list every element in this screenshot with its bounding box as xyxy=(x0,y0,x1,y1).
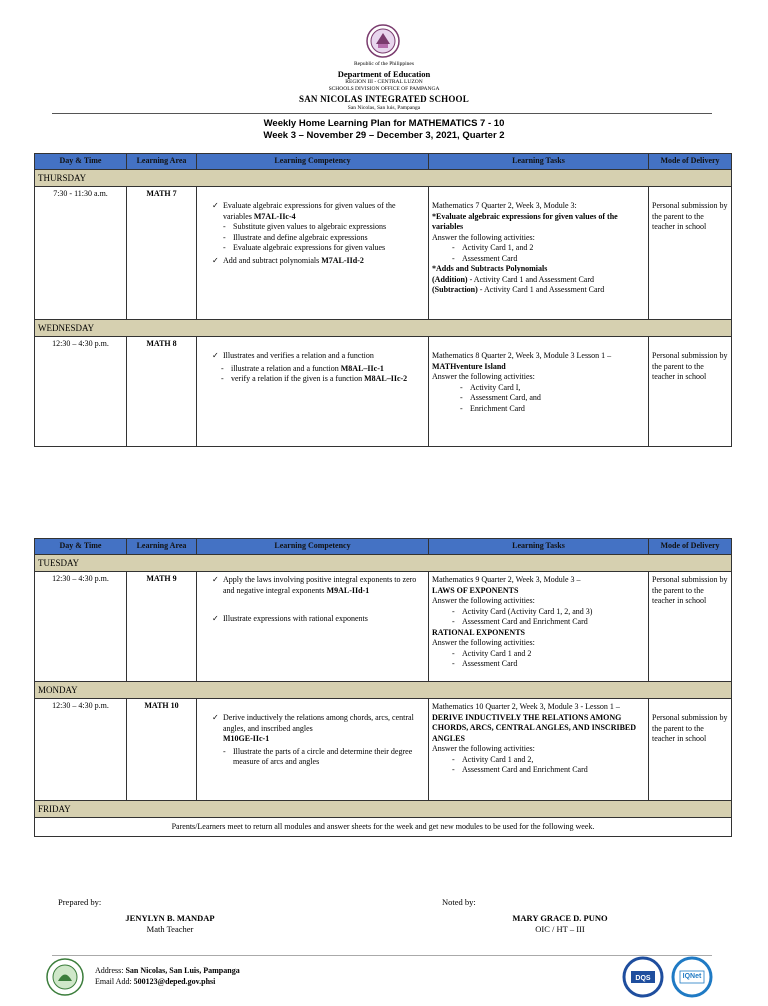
task-item: - Activity Card 1 and 2, xyxy=(462,755,645,766)
day-label: MONDAY xyxy=(35,682,732,699)
svg-text:DQS: DQS xyxy=(635,975,651,982)
competency-item: ✓ Derive inductively the relations among chords, arcs, central angles, and inscribed angles M10GE-IIc-1 xyxy=(223,713,425,745)
tasks-cell: Mathematics 9 Quarter 2, Week 3, Module 3 – LAWS OF EXPONENTS Answer the following activities: - Activity Card (Activity Card 1, 2, and 3) - Assessment Card and Enrichment Card RATIONAL EXPONENTS Answer the following activities: - Activity Card 1 and 2 - Assessment Card xyxy=(429,572,649,682)
iqnet-label: IQNet xyxy=(682,973,702,980)
competency-item: ✓ Illustrates and verifies a relation and a function xyxy=(223,351,425,362)
task-item: - Assessment Card and Enrichment Card xyxy=(462,617,645,628)
task-item: - Assessment Card, and xyxy=(470,393,645,404)
certification-logo xyxy=(622,956,730,998)
sub-competency: - Substitute given values to algebraic expressions xyxy=(233,222,425,233)
footer-divider xyxy=(52,955,712,956)
sub-competency: - illustrate a relation and a function M8AL–IIc-1 xyxy=(231,364,425,375)
school-address: San Nicolas, San luis, Pampanga xyxy=(347,105,421,111)
plan-table-1 xyxy=(34,153,732,447)
prepared-by-label: Prepared by: xyxy=(58,897,102,907)
footer-address: Address: San Nicolas, San Luis, Pampanga xyxy=(95,966,240,975)
day-row-thursday xyxy=(35,170,732,187)
day-label: TUESDAY xyxy=(35,555,732,572)
learning-area-cell: MATH 9 xyxy=(127,572,197,682)
col-header-day-time: Day & Time xyxy=(35,539,127,555)
prepared-by-title: Math Teacher xyxy=(146,924,194,934)
competency-item: ✓ Illustrate expressions with rational exponents xyxy=(223,614,425,625)
task-item: - Activity Card I, xyxy=(470,383,645,394)
republic-text: Republic of the Philippines xyxy=(353,61,415,67)
tasks-cell: Mathematics 10 Quarter 2, Week 3, Module 3 - Lesson 1 – DERIVE INDUCTIVELY THE RELATIONS AMONG CHORDS, ARCS, CENTRAL ANGLES, AND INSCRIBED ANGLES Answer the following activities: - Activity Card 1 and 2, - Assessment Card and Enrichment Card xyxy=(429,699,649,801)
time-cell: 7:30 - 11:30 a.m. xyxy=(35,187,127,320)
plan-subtitle: Week 3 – November 29 – December 3, 2021, Quarter 2 xyxy=(263,130,505,141)
col-header-learning-competency: Learning Competency xyxy=(197,154,429,170)
competency-cell xyxy=(197,187,429,320)
col-header-day-time: Day & Time xyxy=(35,154,127,170)
table-header-row xyxy=(35,154,732,170)
day-row-tuesday xyxy=(35,555,732,572)
noted-by-label: Noted by: xyxy=(442,897,476,907)
col-header-mode-of-delivery: Mode of Delivery xyxy=(649,539,732,555)
school-logo xyxy=(46,958,84,996)
day-label: THURSDAY xyxy=(35,170,732,187)
noted-by-name: MARY GRACE D. PUNO xyxy=(512,913,608,923)
task-item: - Assessment Card xyxy=(462,659,645,670)
time-cell: 12:30 – 4:30 p.m. xyxy=(35,337,127,447)
competency-cell xyxy=(197,337,429,447)
mode-cell: Personal submission by the parent to the teacher in school xyxy=(649,572,732,682)
day-row-wednesday xyxy=(35,320,732,337)
task-item: - Activity Card 1 and 2 xyxy=(462,649,645,660)
table-header-row xyxy=(35,539,732,555)
footer-email: Email Add: 500123@deped.gov.ph​si xyxy=(95,977,216,986)
competency-cell xyxy=(197,699,429,801)
table-row xyxy=(35,572,732,682)
table-row xyxy=(35,818,732,837)
learning-area-cell: MATH 7 xyxy=(127,187,197,320)
sub-competency: - Evaluate algebraic expressions for given values xyxy=(233,243,425,254)
sub-competency: - verify a relation if the given is a function M8AL–IIc-2 xyxy=(231,374,425,385)
table-row xyxy=(35,699,732,801)
competency-item: ✓ Evaluate algebraic expressions for given values of the variables M7AL-IIc-4 - Substitute given values to algebraic expressions - Illustrate and define algebraic expressions - Evaluate algebraic expressions for given values xyxy=(223,201,425,254)
day-label: FRIDAY xyxy=(35,801,732,818)
sub-competency: - Illustrate the parts of a circle and determine their degree measure of arcs and angles xyxy=(233,747,425,768)
task-item: - Activity Card 1, and 2 xyxy=(462,243,645,254)
table-row xyxy=(35,187,732,320)
tasks-cell: Mathematics 7 Quarter 2, Week 3, Module 3: *Evaluate algebraic expressions for given values of the variables Answer the following activities: - Activity Card 1, and 2 - Assessment Card *Adds and Subtracts Polynomials (Addition) - Activity Card 1 and Assessment Card (Subtraction) - Activity Card 1 and Assessment Card xyxy=(429,187,649,320)
task-item: - Activity Card (Activity Card 1, 2, and 3) xyxy=(462,607,645,618)
plan-table-2 xyxy=(34,538,732,837)
task-item: - Enrichment Card xyxy=(470,404,645,415)
col-header-learning-area: Learning Area xyxy=(127,154,197,170)
mode-cell: Personal submission by the parent to the teacher in school xyxy=(649,187,732,320)
prepared-by-name: JENYLYN B. MANDAP xyxy=(125,913,215,923)
friday-note: Parents/Learners meet to return all modules and answer sheets for the week and get new modules to be used for the following week. xyxy=(35,818,732,837)
col-header-learning-competency: Learning Competency xyxy=(197,539,429,555)
department-text: Department of Education xyxy=(337,69,431,79)
sub-competency: - Illustrate and define algebraic expressions xyxy=(233,233,425,244)
learning-area-cell: MATH 10 xyxy=(127,699,197,801)
deped-seal xyxy=(366,24,400,58)
col-header-learning-area: Learning Area xyxy=(127,539,197,555)
mode-cell: Personal submission by the parent to the teacher in school xyxy=(649,337,732,447)
competency-item: ✓ Apply the laws involving positive integral exponents to zero and negative integral exponents M9AL-IId-1 xyxy=(223,575,425,596)
col-header-mode-of-delivery: Mode of Delivery xyxy=(649,154,732,170)
mode-cell: Personal submission by the parent to the teacher in school xyxy=(649,699,732,801)
region-text: REGION III - CENTRAL LUZON xyxy=(345,79,423,85)
school-name: SAN NICOLAS INTEGRATED SCHOOL xyxy=(299,94,469,104)
task-item: - Assessment Card xyxy=(462,254,645,265)
header-divider xyxy=(52,113,712,114)
noted-by-title: OIC / HT – III xyxy=(535,924,585,934)
competency-item: ✓ Add and subtract polynomials M7AL-IId-2 xyxy=(223,256,425,267)
competency-cell xyxy=(197,572,429,682)
task-item: - Assessment Card and Enrichment Card xyxy=(462,765,645,776)
time-cell: 12:30 – 4:30 p.m. xyxy=(35,699,127,801)
table-row xyxy=(35,337,732,447)
plan-title: Weekly Home Learning Plan for MATHEMATICS 7 - 10 xyxy=(263,118,505,129)
time-cell: 12:30 – 4:30 p.m. xyxy=(35,572,127,682)
learning-area-cell: MATH 8 xyxy=(127,337,197,447)
col-header-learning-tasks: Learning Tasks xyxy=(429,154,649,170)
day-row-monday xyxy=(35,682,732,699)
col-header-learning-tasks: Learning Tasks xyxy=(429,539,649,555)
division-text: SCHOOLS DIVISION OFFICE OF PAMPANGA xyxy=(328,86,440,92)
tasks-cell: Mathematics 8 Quarter 2, Week 3, Module 3 Lesson 1 –MATHventure Island Answer the following activities: - Activity Card I, - Assessment Card, and - Enrichment Card xyxy=(429,337,649,447)
day-row-friday xyxy=(35,801,732,818)
day-label: WEDNESDAY xyxy=(35,320,732,337)
